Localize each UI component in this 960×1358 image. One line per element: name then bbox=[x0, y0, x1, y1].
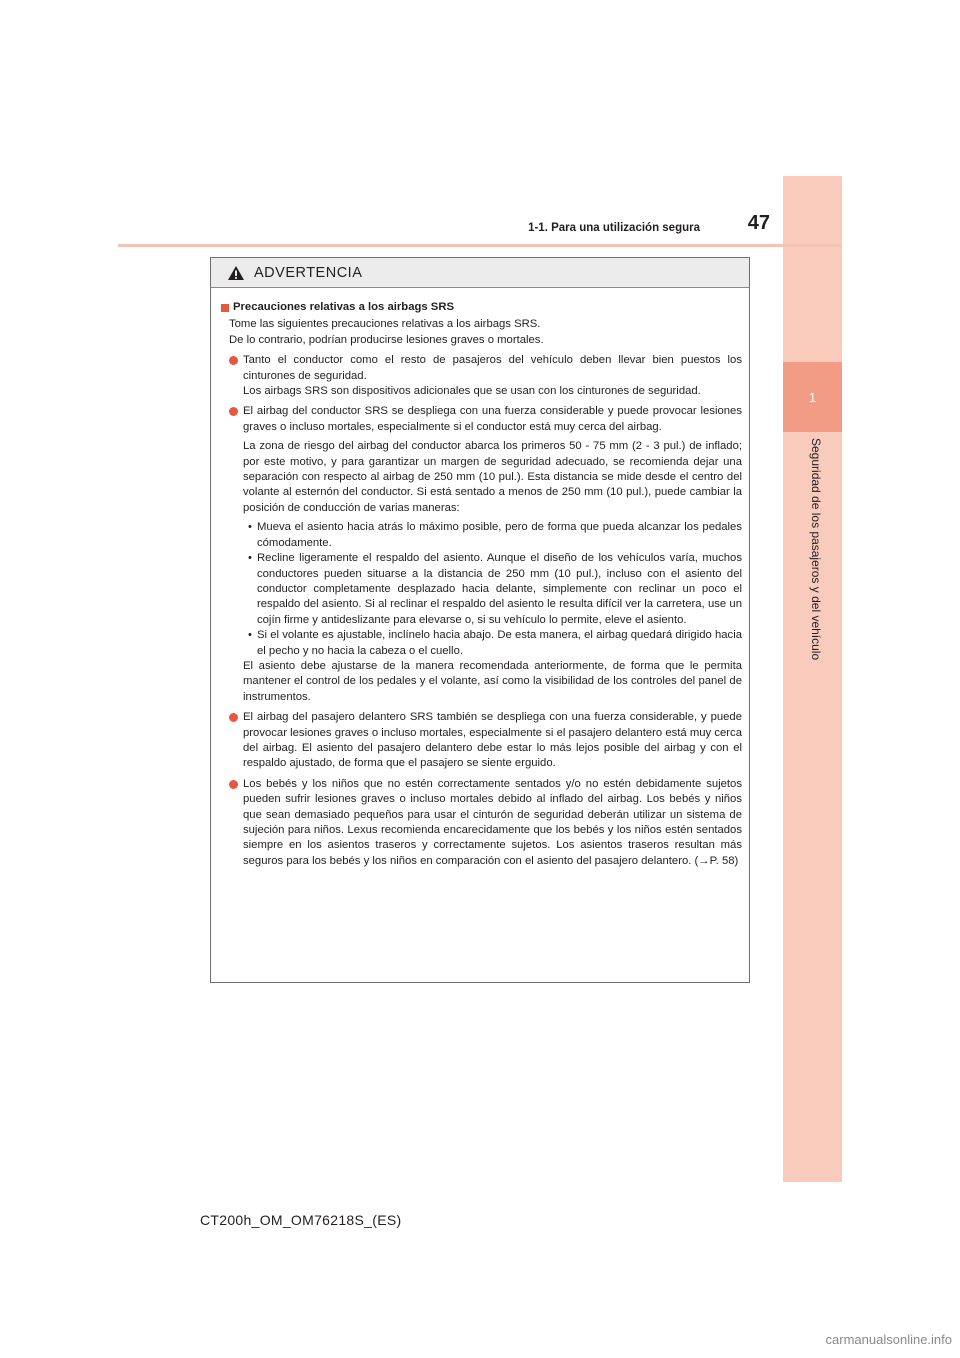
sub-list-item: • Si el volante es ajustable, inclínelo hacia abajo. De esta manera, el airbag quedará dirigido hacia el pecho y no hacia la cabeza o el cuello. bbox=[243, 628, 742, 659]
sub-list-item: • Mueva el asiento hacia atrás lo máximo posible, pero de forma que pueda alcanzar los pedales cómodamente. bbox=[243, 520, 742, 551]
list-item bbox=[219, 710, 742, 772]
bullet-text: El airbag del conductor SRS se despliega con una fuerza considerable y puede provocar lesiones graves o incluso mortales, especialmente si el conductor está muy cerca del airbag. bbox=[243, 405, 742, 433]
sub-list bbox=[243, 520, 742, 659]
circle-bullet-icon bbox=[229, 780, 238, 789]
bullet-text: Tanto el conductor como el resto de pasajeros del vehículo deben llevar bien puestos los cinturones de seguridad. bbox=[243, 354, 742, 382]
warning-triangle-icon bbox=[227, 265, 245, 281]
circle-bullet-icon bbox=[229, 407, 238, 416]
warning-heading-text: Precauciones relativas a los airbags SRS bbox=[233, 301, 455, 313]
sub-list-item: • Recline ligeramente el respaldo del asiento. Aunque el diseño de los vehículos varía, muchos conductores pueden situarse a la distancia de 250 mm (10 pul.), incluso con el asiento del conductor completamente desplazado hacia delante, simplemente con reclinar un poco el respaldo del asiento. Si al reclinar el respaldo del asiento le resulta difícil ver la carretera, use un cojín firme y antideslizante para elevarse o, si su vehículo lo permite, eleve el asiento. bbox=[243, 551, 742, 628]
warning-title: ADVERTENCIA bbox=[254, 264, 363, 281]
model-code: CT200h_OM_OM76218S_(ES) bbox=[200, 1212, 402, 1228]
chapter-side-tab bbox=[783, 176, 842, 1182]
bullet-paragraph: La zona de riesgo del airbag del conductor abarca los primeros 50 - 75 mm (2 - 3 pul.) de inflado; por este motivo, y para garantizar un margen de seguridad adecuado, se recomienda dejar una separación con respecto al airbag de 250 mm (10 pul.). Esta distancia se mide desde el centro del volante al esternón del conductor. Si está sentado a menos de 250 mm (10 pul.), puede cambiar la posición de conducción de varias maneras: bbox=[243, 440, 742, 514]
header-divider bbox=[118, 244, 842, 247]
sub-bullet-icon: • bbox=[248, 521, 252, 534]
intro-text bbox=[219, 317, 742, 348]
list-item bbox=[219, 353, 742, 399]
section-title: 1-1. Para una utilización segura bbox=[528, 222, 700, 234]
list-item bbox=[219, 777, 742, 869]
page-number: 47 bbox=[747, 212, 770, 234]
bullet-text: El airbag del pasajero delantero SRS también se despliega con una fuerza considerable, y puede provocar lesiones graves o incluso mortales, especialmente si el pasajero delantero está muy cerca del airbag. El asiento del pasajero delantero debe estar lo más lejos posible del airbag y con el respaldo ajustado, de forma que el pasajero se siente erguido. bbox=[243, 711, 742, 770]
circle-bullet-icon bbox=[229, 356, 238, 365]
warning-box bbox=[210, 257, 750, 983]
chapter-number: 1 bbox=[783, 362, 842, 432]
warning-heading bbox=[219, 300, 742, 315]
sub-bullet-icon: • bbox=[248, 552, 252, 565]
intro-line-1: Tome las siguientes precauciones relativas a los airbags SRS. bbox=[229, 318, 541, 331]
warning-body bbox=[211, 288, 749, 869]
bullet-paragraph: El asiento debe ajustarse de la manera recomendada anteriormente, de forma que le permita mantener el control de los pedales y el volante, así como la visibilidad de los controles del panel de instrumentos. bbox=[243, 659, 742, 703]
bullet-text: Los airbags SRS son dispositivos adicionales que se usan con los cinturones de seguridad. bbox=[243, 385, 701, 398]
bullet-text: Los bebés y los niños que no estén correctamente sentados y/o no estén debidamente sujetos pueden sufrir lesiones graves o incluso mortales debido al inflado del airbag. Los bebés y niños que sean demasiado pequeños para usar el cinturón de seguridad deberán utilizar un sistema de sujeción para niños. Lexus recomienda encarecidamente que los bebés y los niños estén sentados siempre en los asientos traseros y correctamente sujetos. Los asientos traseros resultan más seguros para los bebés y los niños en comparación con el asiento del pasajero delantero. (→P. 58) bbox=[243, 777, 742, 867]
intro-line-2: De lo contrario, podrían producirse lesiones graves o mortales. bbox=[229, 333, 544, 346]
warning-header bbox=[211, 258, 749, 288]
circle-bullet-icon bbox=[229, 713, 238, 722]
list-item bbox=[219, 404, 742, 705]
chapter-label: Seguridad de los pasajeros y del vehículo bbox=[809, 438, 823, 661]
watermark: carmanualsonline.info bbox=[825, 1332, 952, 1347]
sub-bullet-icon: • bbox=[248, 629, 252, 642]
square-bullet-icon bbox=[221, 304, 229, 312]
